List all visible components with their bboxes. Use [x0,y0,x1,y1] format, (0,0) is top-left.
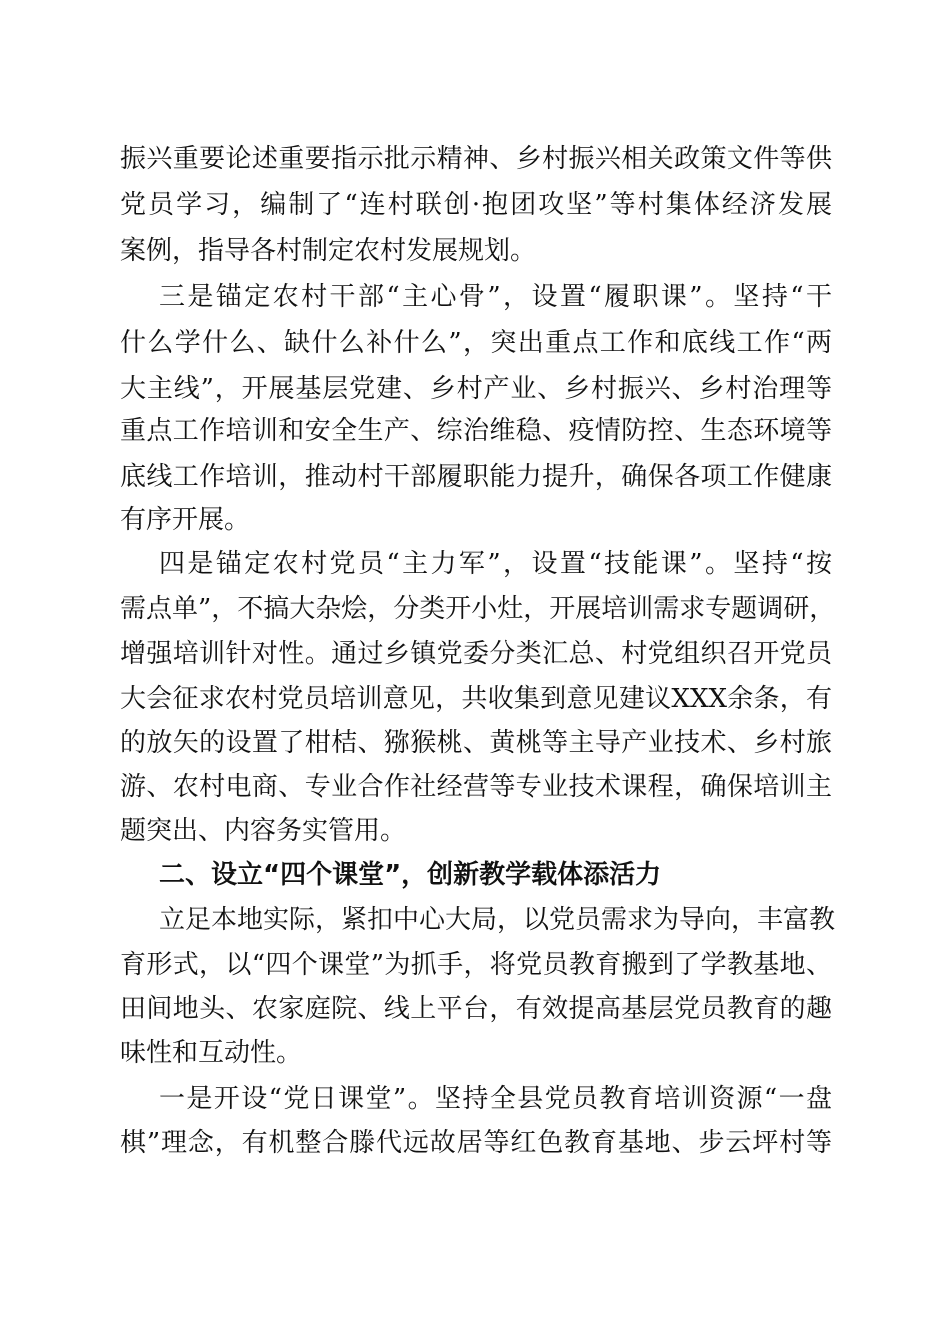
body-text-line: 四是锚定农村党员“主力军”，设置“技能课”。坚持“按 [159,549,832,579]
body-text-line: 有序开展。 [120,505,251,535]
body-text-line: 一是开设“党日课堂”。坚持全县党员教育培训资源“一盘 [159,1084,832,1114]
body-text-line: 什么学什么、缺什么补什么”，突出重点工作和底线工作“两 [120,328,832,358]
body-text-line: 游、农村电商、专业合作社经营等专业技术课程，确保培训主 [120,772,832,802]
body-text-line: 育形式，以“四个课堂”为抓手，将党员教育搬到了学教基地、 [120,950,832,980]
body-text-line: 党员学习，编制了“连村联创·抱团攻坚”等村集体经济发展 [120,190,832,220]
body-text-line: 重点工作培训和安全生产、综治维稳、疫情防控、生态环境等 [120,416,832,446]
section-heading: 二、设立“四个课堂”，创新教学载体添活力 [159,860,662,890]
body-text-line: 棋”理念，有机整合滕代远故居等红色教育基地、步云坪村等 [120,1128,832,1158]
body-text-line: 的放矢的设置了柑桔、猕猴桃、黄桃等主导产业技术、乡村旅 [120,728,832,758]
body-text-line: 大会征求农村党员培训意见，共收集到意见建议XXX余条，有 [120,684,832,714]
body-text-line: 大主线”，开展基层党建、乡村产业、乡村振兴、乡村治理等 [120,374,832,404]
body-text-line: 需点单”，不搞大杂烩，分类开小灶，开展培训需求专题调研， [120,594,836,624]
body-text-line: 立足本地实际，紧扣中心大局，以党员需求为导向，丰富教 [159,905,836,935]
body-text-line: 题突出、内容务实管用。 [120,816,407,846]
body-text-line: 田间地头、农家庭院、线上平台，有效提高基层党员教育的趣 [120,994,832,1024]
body-text-line: 增强培训针对性。通过乡镇党委分类汇总、村党组织召开党员 [120,639,832,669]
body-text-line: 底线工作培训，推动村干部履职能力提升，确保各项工作健康 [120,462,832,492]
body-text-line: 味性和互动性。 [120,1038,303,1068]
body-text-line: 振兴重要论述重要指示批示精神、乡村振兴相关政策文件等供 [120,144,832,174]
body-text-line: 案例，指导各村制定农村发展规划。 [120,236,537,266]
body-text-line: 三是锚定农村干部“主心骨”，设置“履职课”。坚持“干 [159,282,832,312]
